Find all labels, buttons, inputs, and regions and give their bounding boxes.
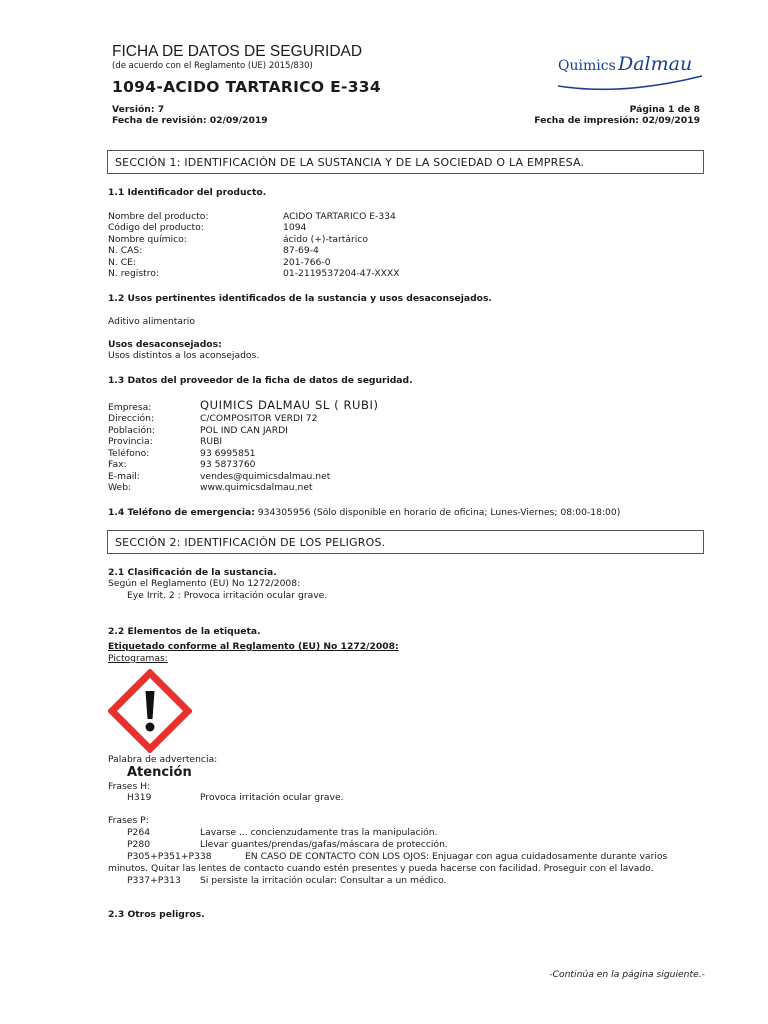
- print-date: Fecha de impresión: 02/09/2019: [534, 115, 700, 126]
- exclamation-mark-icon: [108, 669, 192, 753]
- logo-text-dalmau: Dalmau: [618, 53, 693, 75]
- company-logo: [552, 50, 712, 100]
- email-label: E-mail:: [108, 471, 140, 482]
- logo-text-quimics: Quimics: [558, 58, 616, 74]
- email-value[interactable]: vendes@quimicsdalmau.net: [200, 471, 331, 482]
- fax-value: 93 5873760: [200, 459, 256, 470]
- product-name-label: Nombre del producto:: [108, 211, 209, 222]
- emergency-phone-label: 1.4 Teléfono de emergencia:: [108, 507, 255, 518]
- phone-value: 93 6995851: [200, 448, 256, 459]
- page-number: Página 1 de 8: [629, 104, 700, 115]
- cas-value: 87-69-4: [283, 245, 319, 256]
- web-value[interactable]: www.quimicsdalmau.net: [200, 482, 313, 493]
- ce-value: 201-766-0: [283, 257, 331, 268]
- company-value: QUIMICS DALMAU SL ( RUBI): [200, 398, 379, 412]
- fax-label: Fax:: [108, 459, 127, 470]
- subsection-1-2: 1.2 Usos pertinentes identificados de la sustancia y usos desaconsejados.: [108, 293, 492, 304]
- ce-label: N. CE:: [108, 257, 137, 268]
- province-label: Provincia:: [108, 436, 153, 447]
- labeling-regulation: Etiquetado conforme al Reglamento (EU) No 1272/2008:: [108, 641, 399, 652]
- regulation-text: Según el Reglamento (EU) No 1272/2008:: [108, 578, 301, 589]
- emergency-phone-value: 934305956 (Sólo disponible en horario de oficina; Lunes-Viernes; 08:00-18:00): [254, 507, 621, 518]
- emergency-phone: [108, 507, 620, 518]
- p280-text: Llevar guantes/prendas/gafas/máscara de protección.: [200, 839, 448, 850]
- h319-code: H319: [127, 792, 152, 803]
- identified-use: Aditivo alimentario: [108, 316, 195, 327]
- subsection-2-2: 2.2 Elementos de la etiqueta.: [108, 626, 261, 637]
- classification: Eye Irrit. 2 : Provoca irritación ocular grave.: [127, 590, 328, 601]
- continues-note: -Continúa en la página siguiente.-: [549, 969, 705, 980]
- subsection-1-3: 1.3 Datos del proveedor de la ficha de datos de seguridad.: [108, 375, 413, 386]
- address-label: Dirección:: [108, 413, 155, 424]
- section-2-heading: SECCIÓN 2: IDENTIFICACIÓN DE LOS PELIGROS.: [107, 530, 704, 554]
- p305-code: P305+P351+P338: [127, 851, 212, 862]
- registration-value: 01-2119537204-47-XXXX: [283, 268, 400, 279]
- chemical-name-label: Nombre químico:: [108, 234, 187, 245]
- h-statements-label: Frases H:: [108, 781, 151, 792]
- signal-word-label: Palabra de advertencia:: [108, 754, 218, 765]
- web-label: Web:: [108, 482, 132, 493]
- discouraged-uses-title: Usos desaconsejados:: [108, 339, 222, 350]
- p305-text-continued: minutos. Quitar las lentes de contacto cuando estén presentes y pueda hacerse con facilidad. Proseguir con el lavado.: [108, 863, 654, 874]
- regulation-note: (de acuerdo con el Reglamento (UE) 2015/830): [112, 61, 313, 71]
- p264-code: P264: [127, 827, 151, 838]
- subsection-2-1: 2.1 Clasificación de la sustancia.: [108, 567, 277, 578]
- town-label: Población:: [108, 425, 155, 436]
- p305-text: EN CASO DE CONTACTO CON LOS OJOS: Enjuagar con agua cuidadosamente durante varios: [245, 851, 668, 862]
- subsection-2-3: 2.3 Otros peligros.: [108, 909, 205, 920]
- discouraged-uses: Usos distintos a los aconsejados.: [108, 350, 260, 361]
- p280-code: P280: [127, 839, 151, 850]
- p337-code: P337+P313: [127, 875, 181, 886]
- product-title: 1094-ACIDO TARTARICO E-334: [112, 78, 381, 96]
- signal-word: Atención: [127, 765, 192, 780]
- p-statements-label: Frases P:: [108, 815, 149, 826]
- cas-label: N. CAS:: [108, 245, 143, 256]
- product-name-value: ACIDO TARTARICO E-334: [283, 211, 396, 222]
- phone-label: Teléfono:: [108, 448, 150, 459]
- section-1-heading: SECCIÓN 1: IDENTIFICACIÓN DE LA SUSTANCIA Y DE LA SOCIEDAD O LA EMPRESA.: [107, 150, 704, 174]
- product-code-value: 1094: [283, 222, 307, 233]
- product-code-label: Código del producto:: [108, 222, 204, 233]
- registration-label: N. registro:: [108, 268, 160, 279]
- p337-text: Si persiste la irritación ocular: Consultar a un médico.: [200, 875, 447, 886]
- document-title: FICHA DE DATOS DE SEGURIDAD: [112, 43, 363, 60]
- subsection-1-1: 1.1 Identificador del producto.: [108, 187, 267, 198]
- revision-date: Fecha de revisión: 02/09/2019: [112, 115, 268, 126]
- version: Versión: 7: [112, 104, 165, 115]
- company-label: Empresa:: [108, 402, 152, 413]
- province-value: RUBI: [200, 436, 223, 447]
- town-value: POL IND CAN JARDI: [200, 425, 288, 436]
- pictograms-label: Pictogramas:: [108, 653, 168, 664]
- h319-text: Provoca irritación ocular grave.: [200, 792, 344, 803]
- p264-text: Lavarse ... concienzudamente tras la manipulación.: [200, 827, 438, 838]
- address-value: C/COMPOSITOR VERDI 72: [200, 413, 318, 424]
- chemical-name-value: ácido (+)-tartárico: [283, 234, 369, 245]
